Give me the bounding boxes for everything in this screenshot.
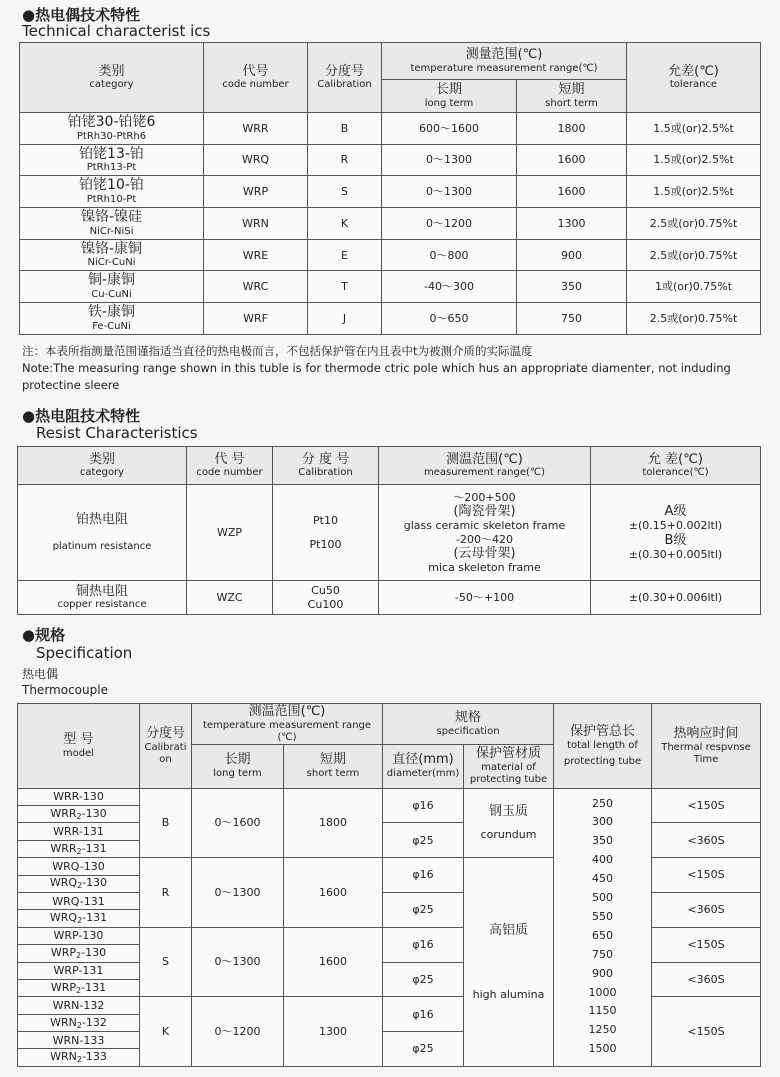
row-code: WRE [204, 239, 308, 271]
length-value: 400 [592, 853, 614, 867]
row-category: 镍铬-康铜 NiCr-CuNi [20, 239, 204, 271]
header-range: 测量范围(℃) temperature measurement range(℃) [382, 43, 627, 80]
length-value: 1500 [588, 1042, 617, 1056]
resistance-characteristics-table [17, 446, 761, 615]
length-value: 500 [592, 891, 614, 905]
row-long: 600～1600 [382, 113, 517, 145]
platinum-code: WZP [187, 485, 273, 581]
calibration-cell: B [140, 788, 192, 858]
row-category: 铁-康铜 Fe-CuNi [20, 303, 204, 335]
length-value: 1150 [588, 1004, 617, 1018]
platinum-category: 铂热电阻 platinum resistance [18, 485, 187, 581]
diameter-cell: φ16 [383, 788, 464, 823]
row-code: WRF [204, 303, 308, 335]
row-cal: R [308, 144, 382, 176]
row-tol: 1.5或(or)2.5%t [627, 144, 761, 176]
note-en: Note:The measuring range shown in this tuble is for thermode ctric pole which hus an appropriate diamenter, not induding protectine sleere [22, 361, 731, 392]
length-value: 300 [592, 815, 614, 829]
row-long: 0～800 [382, 239, 517, 271]
r-header-category: 类别 category [18, 447, 187, 485]
table-row [18, 788, 761, 805]
row-cal: E [308, 239, 382, 271]
section3-subtitle: Specification [36, 644, 133, 662]
table-row [20, 271, 761, 303]
s-header-material: 保护管材质 material of protecting tube [464, 744, 554, 788]
r-header-code: 代 号 code number [187, 447, 273, 485]
model-cell: $WRQ_2-131$ [18, 910, 140, 927]
diameter-cell: φ25 [383, 823, 464, 858]
thermocouple-characteristics-table [19, 42, 761, 335]
row-cal: T [308, 271, 382, 303]
row-long: -40～300 [382, 271, 517, 303]
section1-title: ●热电偶技术特性 [22, 6, 141, 24]
header-calibration: 分度号 Calibration [308, 43, 382, 113]
long-term-cell: 0～1600 [192, 788, 284, 858]
thermocouple-label-cn: 热电偶 [22, 667, 59, 681]
length-value: 550 [592, 909, 614, 923]
row-category: 铜-康铜 Cu-CuNi [20, 271, 204, 303]
row-tol: 1或(or)0.75%t [627, 271, 761, 303]
calibration-cell: R [140, 858, 192, 928]
row-category: 铂铑13-铂 PtRh13-Pt [20, 144, 204, 176]
diameter-cell: φ16 [383, 997, 464, 1032]
copper-category: 铜热电阻 copper resistance [18, 581, 187, 615]
section1-subtitle: Technical characterist ics [22, 22, 211, 40]
short-term-cell: 1300 [284, 997, 383, 1067]
row-short: 750 [517, 303, 627, 335]
length-value: 1250 [588, 1023, 617, 1037]
row-cal: K [308, 208, 382, 240]
row-code: WRP [204, 176, 308, 208]
row-code: WRR [204, 113, 308, 145]
row-tol: 2.5或(or)0.75%t [627, 208, 761, 240]
model-cell: WRR-130 [18, 788, 140, 805]
response-cell: <150S [652, 788, 761, 823]
model-cell: $WRQ_2-130$ [18, 875, 140, 892]
row-long: 0～1300 [382, 176, 517, 208]
diameter-cell: φ25 [383, 962, 464, 997]
row-long: 0～1300 [382, 144, 517, 176]
length-value: 650 [592, 928, 614, 942]
row-category: 铂铑10-铂 PtRh10-Pt [20, 176, 204, 208]
material-cell-corundum: 钢玉质 corundum [464, 788, 554, 858]
long-term-cell: 0～1300 [192, 858, 284, 928]
long-term-cell: 0～1300 [192, 927, 284, 997]
model-cell: $WRR_2-131$ [18, 840, 140, 857]
length-value: 750 [592, 947, 614, 961]
model-cell: WRQ-131 [18, 892, 140, 909]
row-short: 350 [517, 271, 627, 303]
row-category: 镍铬-镍硅 NiCr-NiSi [20, 208, 204, 240]
row-tol: 1.5或(or)2.5%t [627, 176, 761, 208]
s-header-model: 型 号 model [18, 704, 140, 789]
length-value: 350 [592, 834, 614, 848]
length-value: 450 [592, 872, 614, 886]
diameter-cell: φ25 [383, 892, 464, 927]
row-short: 1800 [517, 113, 627, 145]
header-code: 代号 code number [204, 43, 308, 113]
length-value: 250 [592, 796, 614, 810]
row-tol: 2.5或(or)0.75%t [627, 239, 761, 271]
s-header-long: 长期 long term [192, 744, 284, 788]
response-cell: <360S [652, 823, 761, 858]
model-cell: $WRR_2-130$ [18, 805, 140, 822]
header-category: 类别 category [20, 43, 204, 113]
response-cell: <150S [652, 927, 761, 962]
model-cell: $WRN_2-133$ [18, 1049, 140, 1066]
copper-calibration: Cu50 Cu100 [273, 581, 379, 615]
s-header-range: 测温范围(℃) temperature measurement range (℃) [192, 704, 383, 745]
response-cell: <360S [652, 962, 761, 997]
length-value: 900 [592, 966, 614, 980]
short-term-cell: 1800 [284, 788, 383, 858]
s-header-short: 短期 short term [284, 744, 383, 788]
diameter-cell: φ25 [383, 1032, 464, 1067]
row-cal: B [308, 113, 382, 145]
table-row [20, 113, 761, 145]
table-row [20, 176, 761, 208]
material-cell-alumina: 高铝质 high alumina [464, 858, 554, 1067]
row-short: 1300 [517, 208, 627, 240]
specification-table [17, 703, 761, 1067]
row-cal: S [308, 176, 382, 208]
platinum-tolerance: A级 ±(0.15+0.002ltl) B级 ±(0.30+0.005ltl) [591, 485, 761, 581]
table-row [20, 303, 761, 335]
s-header-diameter: 直径(mm) diameter(mm) [383, 744, 464, 788]
section3-title: ●规格 [22, 626, 66, 644]
table-row [20, 208, 761, 240]
platinum-range: ～200+500 (陶瓷骨架) glass ceramic skeleton frame -200～420 (云母骨架) mica skeleton frame [379, 485, 591, 581]
short-term-cell: 1600 [284, 927, 383, 997]
table-row [20, 144, 761, 176]
r-header-tolerance: 允 差(℃) tolerance(℃) [591, 447, 761, 485]
calibration-cell: S [140, 927, 192, 997]
model-cell: WRQ-130 [18, 858, 140, 875]
diameter-cell: φ16 [383, 927, 464, 962]
response-cell: <150S [652, 997, 761, 1067]
row-code: WRC [204, 271, 308, 303]
row-long: 0～650 [382, 303, 517, 335]
response-cell: <360S [652, 892, 761, 927]
thermocouple-label-en: Thermocouple [22, 683, 108, 697]
platinum-calibration: Pt10 Pt100 [273, 485, 379, 581]
s-header-calibration: 分度号 Calibrati on [140, 704, 192, 789]
length-value: 1000 [588, 985, 617, 999]
model-cell: $WRP_2-130$ [18, 945, 140, 962]
table-row [20, 239, 761, 271]
model-cell: WRN-132 [18, 997, 140, 1014]
row-tol: 2.5或(or)0.75%t [627, 303, 761, 335]
r-header-range: 测温范围(℃) measurement range(℃) [379, 447, 591, 485]
row-code: WRN [204, 208, 308, 240]
copper-range: -50～+100 [379, 581, 591, 615]
row-short: 900 [517, 239, 627, 271]
model-cell: WRN-133 [18, 1032, 140, 1049]
response-cell: <150S [652, 858, 761, 893]
s-header-response: 热响应时间 Thermal respvnse Time [652, 704, 761, 789]
diameter-cell: φ16 [383, 858, 464, 893]
s-header-length: 保护管总长 total length of protecting tube [554, 704, 652, 789]
row-short: 1600 [517, 176, 627, 208]
row-category: 铂铑30-铂铑6 PtRh30-PtRh6 [20, 113, 204, 145]
calibration-cell: K [140, 997, 192, 1067]
long-term-cell: 0～1200 [192, 997, 284, 1067]
section2-subtitle: Resist Characteristics [36, 424, 198, 442]
header-long-term: 长期 long term [382, 80, 517, 113]
copper-code: WZC [187, 581, 273, 615]
s-header-spec: 规格 specification [383, 704, 554, 745]
model-cell: WRR-131 [18, 823, 140, 840]
header-short-term: 短期 short term [517, 80, 627, 113]
r-header-calibration: 分 度 号 Calibration [273, 447, 379, 485]
row-code: WRQ [204, 144, 308, 176]
note-cn: 注：本表所指测量范围谨指适当直径的热电极而言，不包括保护管在内且表中t为被测介质的实际温度 [22, 344, 533, 358]
short-term-cell: 1600 [284, 858, 383, 928]
row-tol: 1.5或(or)2.5%t [627, 113, 761, 145]
model-cell: WRP-131 [18, 962, 140, 979]
model-cell: $WRP_2-131$ [18, 979, 140, 996]
model-cell: $WRN_2-132$ [18, 1014, 140, 1031]
row-cal: J [308, 303, 382, 335]
length-cell [554, 788, 652, 1066]
header-tolerance: 允差(℃) tolerance [627, 43, 761, 113]
section2-title: ●热电阻技术特性 [22, 407, 141, 425]
copper-tolerance: ±(0.30+0.006ltl) [591, 581, 761, 615]
model-cell: WRP-130 [18, 927, 140, 944]
row-long: 0～1200 [382, 208, 517, 240]
row-short: 1600 [517, 144, 627, 176]
